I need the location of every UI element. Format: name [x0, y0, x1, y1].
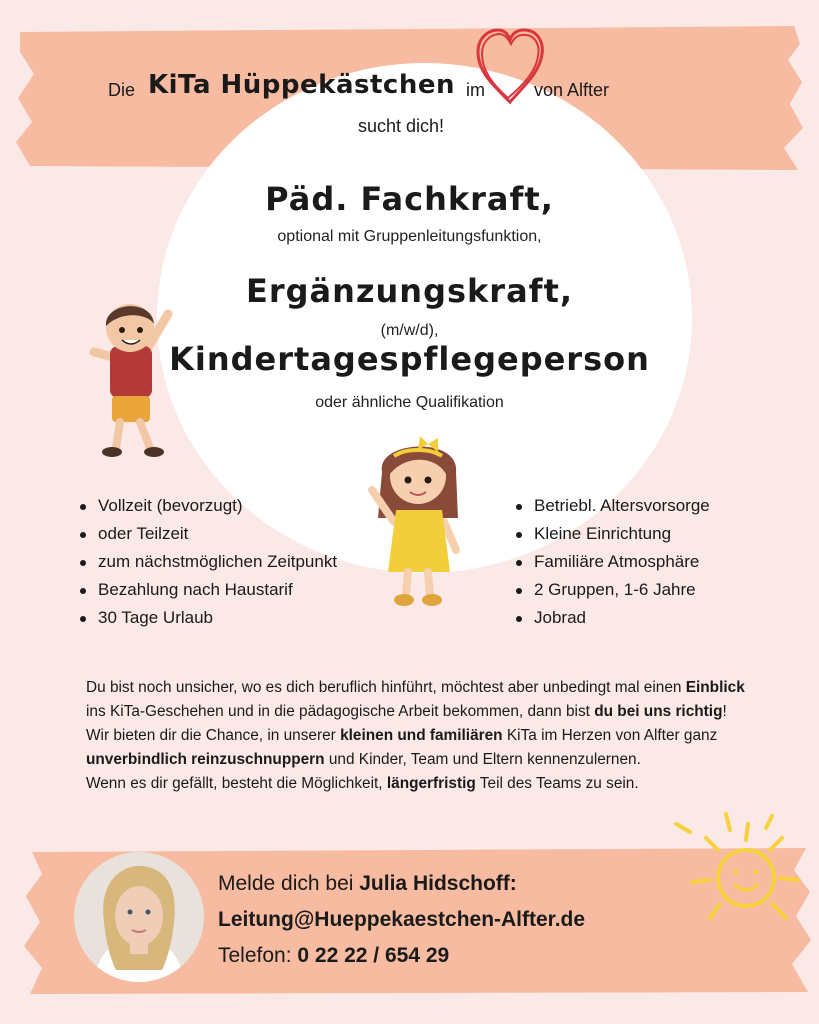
description-paragraph [86, 676, 746, 796]
contact-line: Melde dich bei Julia Hidschoff: [218, 872, 517, 895]
role-title-1: Päd. Fachkraft, [265, 180, 554, 218]
list-item: Betriebl. Altersvorsorge [514, 492, 710, 520]
list-item: Kleine Einrichtung [514, 520, 710, 548]
kita-name: KiTa Hüppekästchen [148, 70, 455, 100]
role-note-1: optional mit Gruppenleitungsfunktion, [277, 228, 542, 245]
list-item: Jobrad [514, 604, 710, 632]
paragraph-line-3: Wenn es dir gefällt, besteht die Möglichkeit, längerfristig Teil des Teams zu sein. [86, 775, 639, 792]
benefits-list-right [514, 492, 710, 632]
paragraph-line-1: Du bist noch unsicher, wo es dich beruflich hinführt, möchtest aber unbedingt mal einen Einblick ins KiTa-Geschehen und in die pädagogische Arbeit bekommen, dann bist du bei uns richtig! [86, 679, 745, 720]
role-title-3: Kindertagespflegeperson [169, 340, 650, 378]
header-im: im [466, 80, 485, 100]
paragraph-line-2: Wir bieten dir die Chance, in unserer kleinen und familiären KiTa im Herzen von Alfter ganz unverbindlich reinzuschnuppern und Kinder, Team und Eltern kennenzulernen. [86, 727, 718, 768]
header-prefix: Die [108, 80, 136, 100]
avatar [74, 852, 204, 982]
role-note-2: (m/w/d), [380, 322, 439, 339]
list-item: Familiäre Atmosphäre [514, 548, 710, 576]
contact-phone: Telefon: 0 22 22 / 654 29 [218, 944, 450, 967]
girl-illustration [366, 426, 470, 612]
role-note-3: oder ähnliche Qualifikation [315, 394, 504, 411]
boy-illustration [82, 292, 182, 460]
list-item: Bezahlung nach Haustarif [78, 576, 337, 604]
tagline: sucht dich! [358, 116, 445, 136]
contact-name: Julia Hidschoff: [359, 872, 517, 895]
list-item: zum nächstmöglichen Zeitpunkt [78, 548, 337, 576]
role-title-2: Ergänzungskraft, [245, 272, 574, 310]
list-item: oder Teilzeit [78, 520, 337, 548]
benefits-list-left [78, 492, 337, 632]
list-item: 2 Gruppen, 1-6 Jahre [514, 576, 710, 604]
phone-number[interactable]: 0 22 22 / 654 29 [297, 944, 450, 967]
sun-icon [670, 800, 810, 940]
header-town: von Alfter [534, 80, 610, 100]
heart-icon [474, 28, 546, 106]
list-item: Vollzeit (bevorzugt) [78, 492, 337, 520]
list-item: 30 Tage Urlaub [78, 604, 337, 632]
contact-email[interactable]: Leitung@Hueppekaestchen-Alfter.de [218, 908, 586, 931]
